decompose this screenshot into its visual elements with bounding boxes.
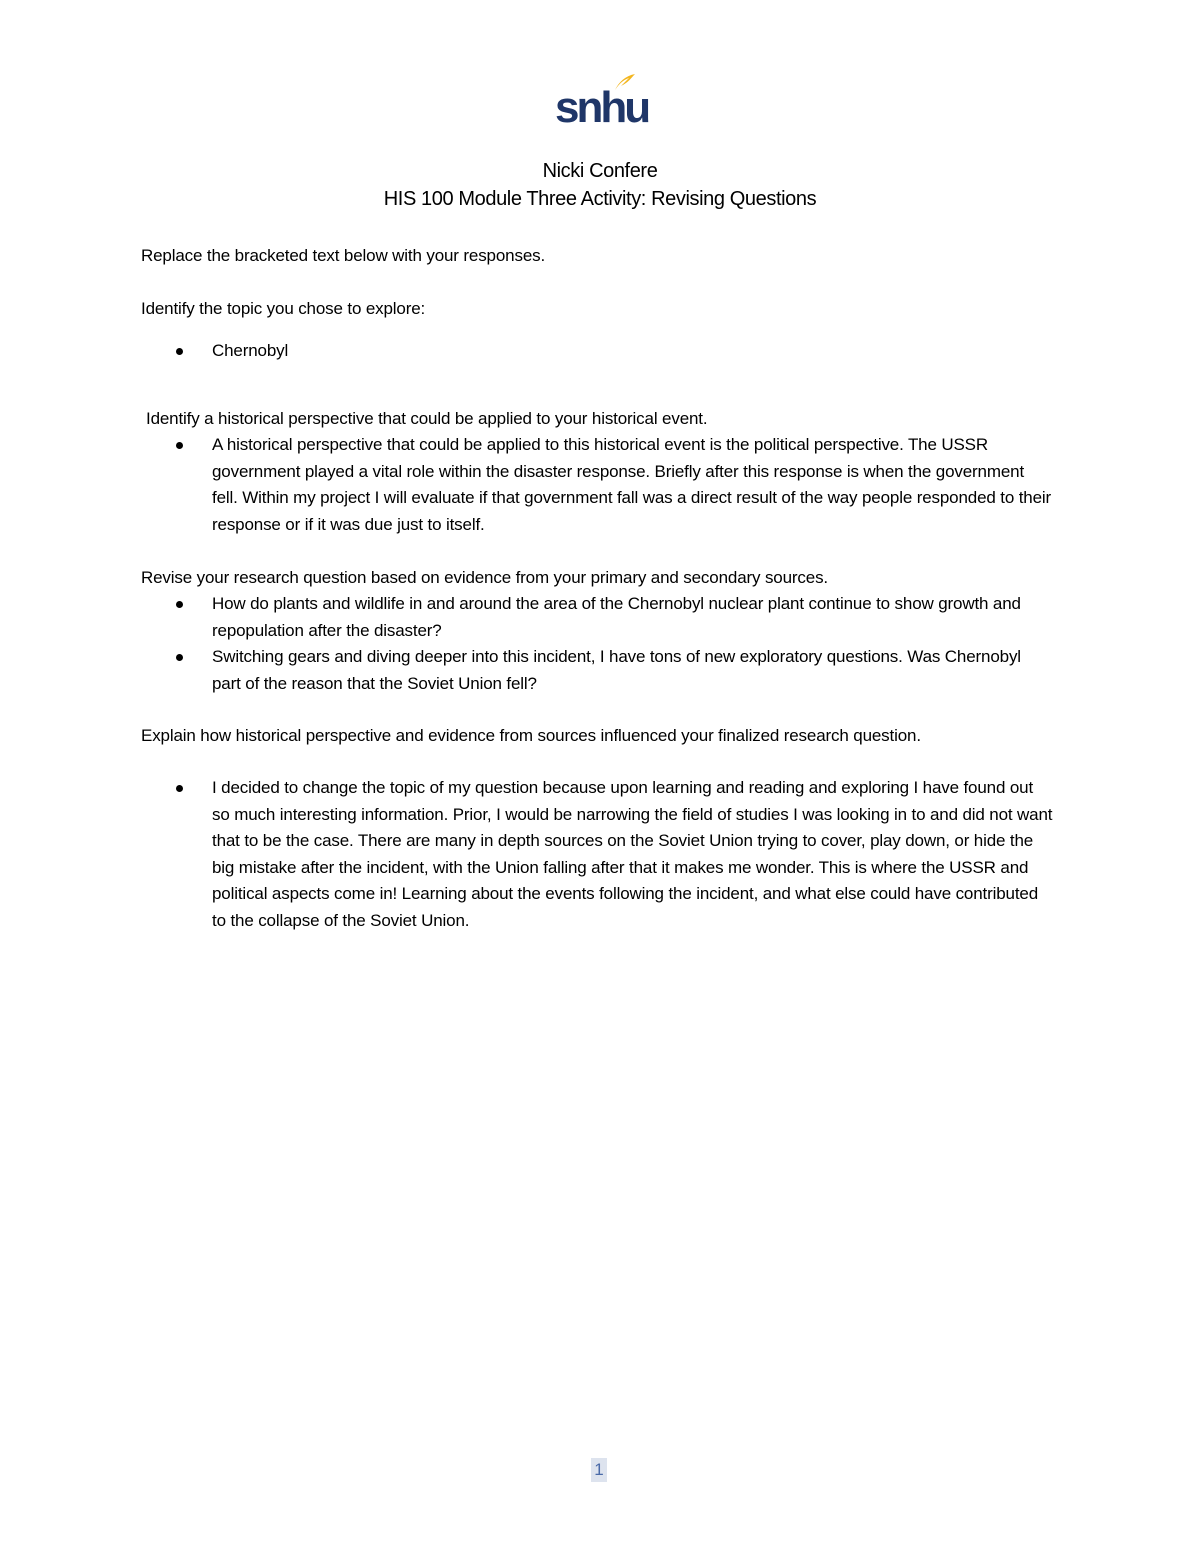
section-prompt-explain: Explain how historical perspective and evidence from sources influenced your finalized research question. bbox=[141, 726, 921, 745]
list-item-text: How do plants and wildlife in and around the area of the Chernobyl nuclear plant continue to show growth and repopulation after the disaster? bbox=[212, 594, 1021, 640]
bullet-list-topic bbox=[141, 338, 1053, 365]
list-item bbox=[141, 432, 1053, 538]
author-name: Nicki Confere bbox=[542, 160, 658, 182]
list-item-text: Chernobyl bbox=[212, 341, 289, 360]
bullet-icon bbox=[176, 601, 183, 608]
section-prompt-topic: Identify the topic you chose to explore: bbox=[141, 299, 426, 318]
section-prompt-revise: Revise your research question based on evidence from your primary and secondary sources. bbox=[141, 568, 828, 587]
bullet-list-revise bbox=[141, 591, 1053, 697]
bullet-list-explain bbox=[141, 775, 1053, 934]
list-item bbox=[141, 644, 1053, 697]
instruction-text: Replace the bracketed text below with your responses. bbox=[141, 246, 546, 265]
bullet-list-perspective bbox=[141, 432, 1053, 538]
list-item-text: Switching gears and diving deeper into this incident, I have tons of new exploratory questions. Was Chernobyl part of the reason that the Soviet Union fell? bbox=[212, 647, 1021, 693]
page-number: 1 bbox=[591, 1458, 607, 1482]
bullet-icon bbox=[176, 442, 183, 449]
section-prompt-perspective: Identify a historical perspective that could be applied to your historical event. bbox=[146, 409, 708, 428]
logo-wordmark: snhu bbox=[555, 83, 649, 132]
list-item-text: A historical perspective that could be applied to this historical event is the political perspective. The USSR government played a vital role within the disaster response. Briefly after this response is when the government fell. Within my project I will evaluate if that government fall was a direct result of the way people responded to their response or if it was due just to itself. bbox=[212, 435, 1052, 534]
bullet-icon bbox=[176, 654, 183, 661]
document-title: HIS 100 Module Three Activity: Revising Questions bbox=[383, 188, 817, 210]
list-item bbox=[141, 775, 1053, 934]
list-item bbox=[141, 338, 1053, 365]
list-item bbox=[141, 591, 1053, 644]
bullet-icon bbox=[176, 348, 183, 355]
snhu-logo bbox=[555, 72, 649, 134]
bullet-icon bbox=[176, 785, 183, 792]
flame-icon bbox=[613, 72, 637, 92]
list-item-text: I decided to change the topic of my question because upon learning and reading and exploring I have found out so much interesting information. Prior, I would be narrowing the field of studies I was looking in to and did not want that to be the case. There are many in depth sources on the Soviet Union trying to cover, play down, or hide the big mistake after the incident, with the Union falling after that it makes me wonder. This is where the USSR and political aspects come in! Learning about the events following the incident, and what else could have contributed to the collapse of the Soviet Union. bbox=[212, 778, 1053, 930]
